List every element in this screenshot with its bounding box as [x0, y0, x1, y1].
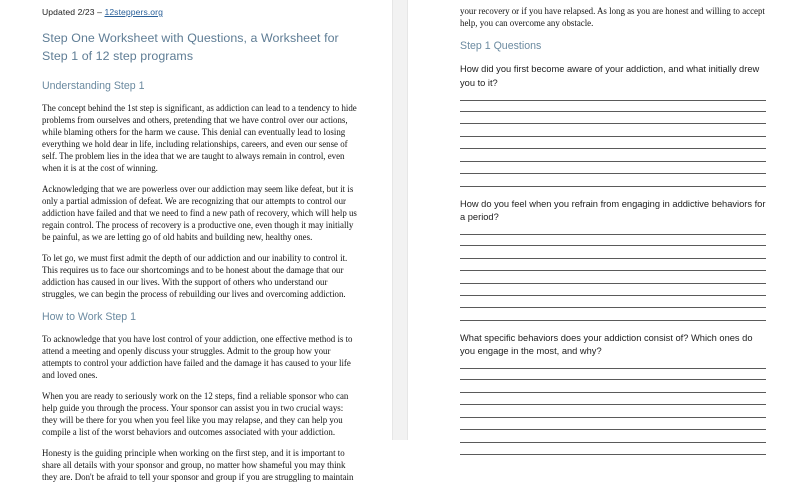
question-block — [460, 63, 766, 186]
answer-rule[interactable] — [460, 380, 766, 392]
answer-rule[interactable] — [460, 174, 766, 186]
page-left — [0, 0, 392, 483]
paragraph: Acknowledging that we are powerless over our addiction may seem like defeat, but it is only a partial admission of defeat. We are recognizing that our attempts to control our addiction have failed and that we need to find a new path of recovery, which will help us regain control. The process of recovery is a productive one, even though it may initially be painful, as we are letting go of old habits and building new, healthy ones. — [42, 183, 357, 242]
question-block — [460, 198, 766, 321]
answer-rule[interactable] — [460, 405, 766, 417]
question-text: What specific behaviors does your addiction consist of? Which ones do you engage in the most, and why? — [460, 332, 753, 357]
paragraph: The concept behind the 1st step is significant, as addiction can lead to a tendency to hide problems from ourselves and others, pretending that we have control over our actions, while blaming others for the harm we cause. This denial can eventually lead to losing everything we hold dear in life, including relationships, careers, and even our sense of self. The problem lies in the idea that we are taught to always remain in control, even when it is at the cost of winning. — [42, 103, 357, 173]
paragraph: To let go, we must first admit the depth of our addiction and our inability to control it. This requires us to face our shortcomings and to be honest about the damage that our addiction has caused in our lives. With the support of others who understand our struggles, we can begin the process of rebuilding our lives and overcoming addiction. — [42, 252, 348, 299]
answer-rule[interactable] — [460, 162, 766, 174]
answer-rule[interactable] — [460, 443, 766, 455]
answer-rule[interactable] — [460, 234, 766, 246]
section-heading-step-1-questions: Step 1 Questions — [460, 40, 542, 53]
paragraph: When you are ready to seriously work on the 12 steps, find a reliable sponsor who can help guide you through the process. Your sponsor can assist you in two crucial ways: they will be there for you when you feel like you may relapse, and they can help you compile a list of the worst behaviors and outcomes associated with your addiction. — [42, 391, 349, 437]
answer-rule[interactable] — [460, 271, 766, 283]
question-text: How did you first become aware of your addiction, and what initially drew you to it? — [460, 64, 760, 88]
question-block — [460, 332, 766, 455]
page-right — [408, 0, 800, 440]
page-title: Step One Worksheet with Questions, a Worksheet for Step 1 of 12 step programs — [42, 31, 339, 63]
document-meta — [42, 6, 359, 18]
question-text: How do you feel when you refrain from engaging in addictive behaviors for a period? — [460, 198, 766, 223]
answer-rule[interactable] — [460, 137, 766, 149]
answer-rule[interactable] — [460, 100, 766, 112]
updated-label: Updated 2/23 – — [42, 7, 105, 17]
answer-rule[interactable] — [460, 308, 766, 320]
answer-rule[interactable] — [460, 418, 766, 430]
site-link[interactable]: 12steppers.org — [104, 7, 163, 17]
paragraph: To acknowledge that you have lost control of your addiction, one effective method is to attend a meeting and openly discuss your struggles. Admit to the group how your attempts to control your addiction have failed and the damage it has caused to your life and loved ones. — [42, 334, 353, 380]
answer-rule[interactable] — [460, 112, 766, 124]
answer-rule[interactable] — [460, 284, 766, 296]
section-heading-how-to-work-step-1: How to Work Step 1 — [42, 311, 137, 324]
answer-rule[interactable] — [460, 246, 766, 258]
answer-rule[interactable] — [460, 259, 766, 271]
answer-rule[interactable] — [460, 296, 766, 308]
paragraph-continuation: your recovery or if you have relapsed. As long as you are honest and willing to accept help, you can overcome any obstacle. — [460, 6, 765, 28]
answer-lines[interactable] — [460, 100, 766, 187]
page-divider — [392, 0, 408, 440]
section-heading-understanding-step-1: Understanding Step 1 — [42, 80, 145, 92]
answer-lines[interactable] — [460, 234, 766, 321]
answer-rule[interactable] — [460, 149, 766, 161]
answer-rule[interactable] — [460, 368, 766, 380]
answer-rule[interactable] — [460, 124, 766, 136]
answer-rule[interactable] — [460, 393, 766, 405]
answer-lines[interactable] — [460, 368, 766, 455]
paragraph: Honesty is the guiding principle when working on the first step, and it is important to share all details with your sponsor and group, no matter how shameful you may think they are. Don't be afraid to tell your sponsor and group if you are struggling to maintain — [42, 448, 354, 483]
answer-rule[interactable] — [460, 430, 766, 442]
